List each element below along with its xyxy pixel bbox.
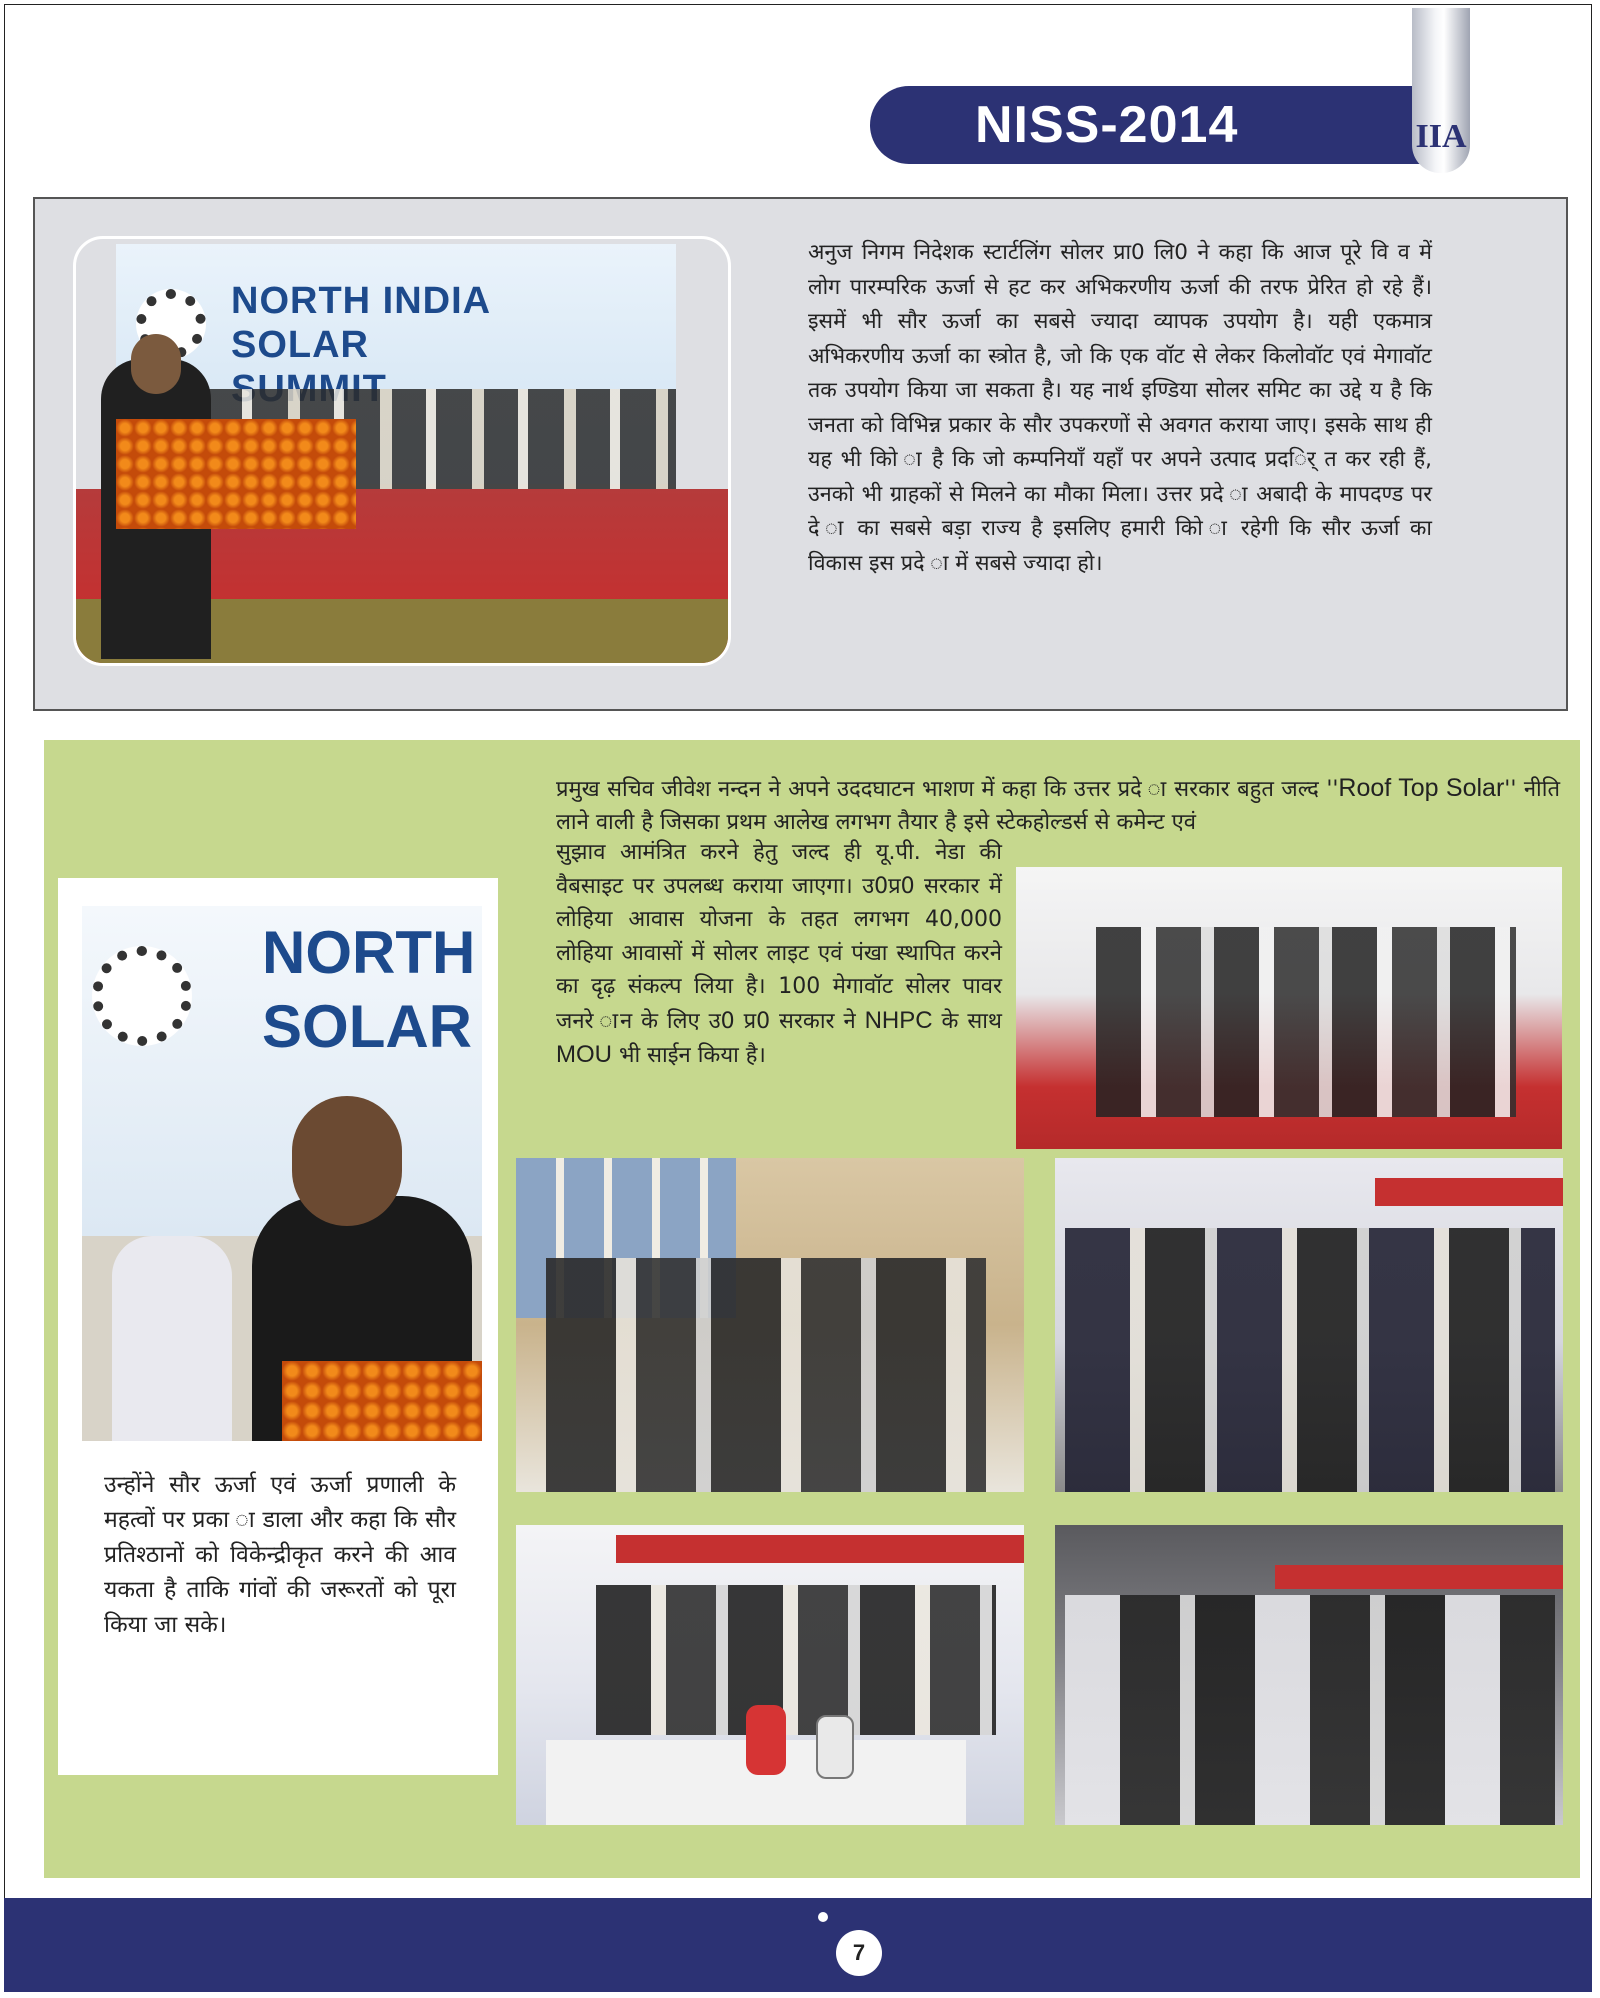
delegates-group	[1065, 1595, 1555, 1825]
speaker-head	[292, 1096, 402, 1226]
booth-visit-photo-2	[1055, 1158, 1563, 1492]
marigold-garland	[282, 1361, 482, 1441]
speaker-photo	[82, 906, 482, 1441]
marigold-garland	[116, 419, 356, 529]
green-intro-text: प्रमुख सचिव जीवेश नन्दन ने अपने उददघाटन भाशण में कहा कि उत्तर प्रदे ा सरकार बहुत जल्द ''Roof Top Solar'' नीति लाने वाली है जिसका प्रथम आलेख लगभग तैयार है इसे स्टेकहोल्डर्स से कमेन्ट एवं	[556, 774, 1560, 835]
page-number: 7	[836, 1930, 882, 1976]
summit-stage-photo	[73, 236, 731, 666]
stall-sign	[1375, 1178, 1563, 1206]
delegates-group	[1096, 927, 1516, 1117]
page-title: NISS-2014	[975, 96, 1239, 154]
delegates-group	[1065, 1228, 1555, 1492]
delegates-group	[546, 1258, 986, 1492]
side-article-text: उन्होंने सौर ऊर्जा एवं ऊर्जा प्रणाली के महत्वों पर प्रका ा डाला और कहा कि सौर प्रतिश्ठानों को विकेन्द्रीकृत करने की आव यकता है ताकि गांवों की जरूरतों को पूरा किया जा सके।	[104, 1472, 456, 1638]
green-continued-text: सुझाव आमंत्रित करने हेतु जल्द ही यू.पी. नेडा की वैबसाइट पर उपलब्ध कराया जाएगा। उ0प्र0 सरकार में लोहिया आवास योजना के तहत लगभग 40,000 लोहिया आवासों में सोलर लाइट एवं पंखा स्थापित करने का दृढ़ संकल्प लिया है। 100 मेगावॉट सोलर पावर जनरे ान के लिए उ0 प्र0 सरकार ने NHPC के साथ MOU भी साईन किया है।	[556, 840, 1002, 1068]
photo-banner-text: NORTH SOLAR	[262, 919, 476, 1060]
stall-sign	[1275, 1565, 1563, 1589]
seated-guest	[112, 1236, 232, 1441]
photo-banner-text: NORTH INDIA SOLAR	[231, 280, 490, 366]
top-article-text: अनुज निगम निदेशक स्टार्टलिंग सोलर प्रा0 लि0 ने कहा कि आज पूरे वि व में लोग पारम्परिक ऊर्जा से हट कर अभिकरणीय ऊर्जा की तरफ प्रेरित हो रहे हैं। इसमें भी सौर ऊर्जा का सबसे ज्यादा व्यापक उपयोग है। यही एकमात्र अभिकरणीय ऊर्जा का स्त्रोत है, जो कि एक वॉट से लेकर किलोवॉट एवं मेगावॉट तक उपयोग किया जा सकता है। यह नार्थ इण्डिया सोलर समिट का उद्दे य है कि जनता को विभिन्न प्रकार के सौर उपकरणों से अवगत कराया जाए। इसके साथ ही यह भी कोि ा है कि जो कम्पनियाँ यहाँ पर अपने उत्पाद प्रदर्ि त कर रही हैं, उनको भी ग्राहकों से मिलने का मौका मिला। उत्तर प्रदे ा अबादी के मापदण्ड पर दे ा का सबसे बड़ा राज्य है इसलिए हमारी कोि ा रहेगी कि सौर ऊर्जा का विकास इस प्रदे ा में सबसे ज्यादा हो।	[808, 240, 1432, 576]
solar-lantern-display-photo	[516, 1525, 1024, 1825]
footer-dot	[818, 1912, 828, 1922]
booth-visit-photo-3	[1055, 1525, 1563, 1825]
solar-lantern-icon	[816, 1715, 854, 1779]
solar-lantern-icon	[746, 1705, 786, 1775]
speaker-head	[131, 334, 181, 394]
iia-logo: IIA	[1415, 118, 1467, 155]
footer-bar	[4, 1898, 1592, 1992]
stall-signs	[616, 1535, 1024, 1563]
exhibition-walkthrough-photo	[1016, 867, 1562, 1149]
booth-visit-photo-1	[516, 1158, 1024, 1492]
delegates-group	[596, 1585, 996, 1735]
iia-gear-logo-icon	[92, 946, 192, 1046]
